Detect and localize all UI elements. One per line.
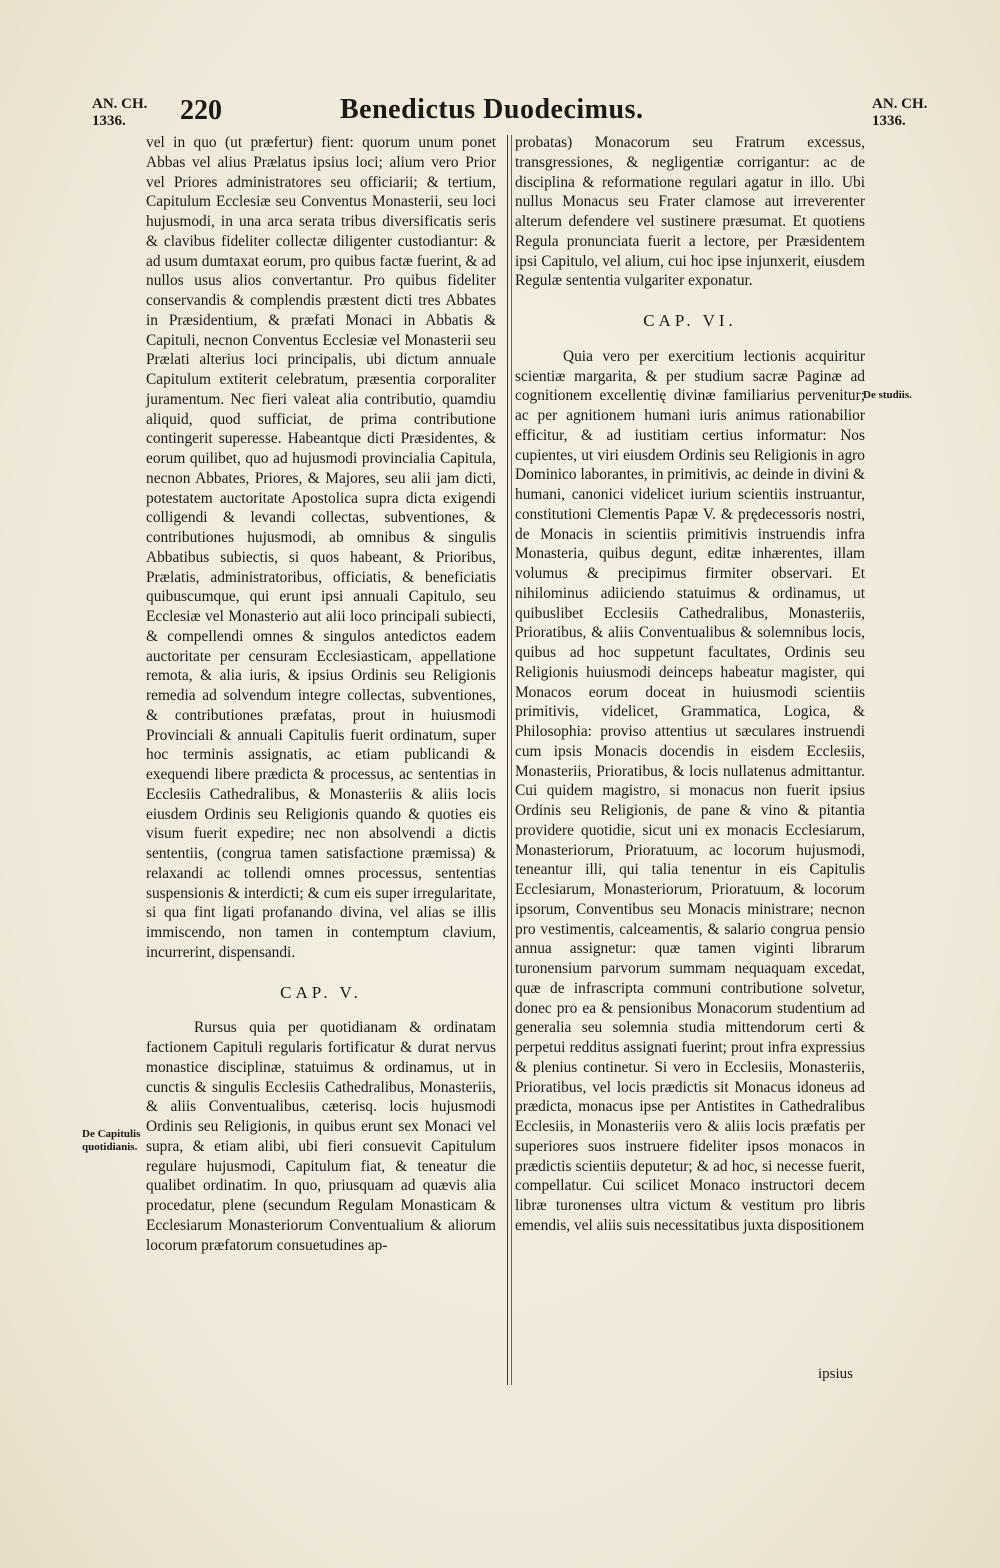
left-paragraph-2: Rursus quia per quotidianam & ordinatam factionem Capituli regularis fortificatur & durat nervus monastice disciplinæ, statuimus & ordinamus, ut in cunctis & singulis Ecclesiis Cathedralibus, Monasteriis, & aliis Conventualibus, cæterisq. locis hujusmodi Ordinis seu Religionis, in quibus erunt sex Monaci vel supra, & etiam alibi, ubi fieri consuevit Capitulum regulare hujusmodi, Capitulum fiat, & teneatur die qualibet ordinatim. In quo, priusquam ad quævis alia procedatur, plene (secundum Regulam Monasticam & Ecclesiarum Monasteriorum Conventualium & aliorum locorum præfatorum consuetudines ap- [146,1019,496,1254]
year-label-left-line2: 1336. [92,113,126,129]
year-label-left-line1: AN. CH. [92,96,148,112]
column-divider [507,135,508,1385]
year-label-left [92,96,147,130]
right-paragraph-2: Quia vero per exercitium lectionis acquiritur scientiæ margarita, & per studium sacræ Paginæ ad cognitionem excellentię divinæ familiarius pervenitur; ac per agnitionem humani iuris animus rationabilior efficitur, & ad iustitiam certius informatur: Nos cupientes, ut viri eiusdem Ordinis seu Religionis in agro Dominico laborantes, in primitivis, ac deinde in divini & humani, canonici videlicet iurium scientiis instruantur, constitutioni Clementis Papæ V. & prędecessoris nostri, de Monacis in scientiis primitivis instruendis infra Monasteria, quibus degunt, editæ inhærentes, illam volumus & precipimus firmiter observari. Et nihilominus adiiciendo statuimus & ordinamus, ut quibuslibet Ecclesiis Cathedralibus, Monasteriis, Prioratibus, & aliis Conventualibus & solemnibus locis, quibus ad hoc suppetunt facultates, Ordinis seu Religionis huiusmodi deinceps habeatur magister, qui Monacos eorum doceat in huiusmodi scientiis primitivis, videlicet, Grammatica, Logica, & Philosophia: proviso attentius ut sæculares instruendi cum ipsis Monacis docendis in eisdem Ecclesiis, Monasteriis, Prioratibus, & locis nullatenus admittantur. Cui quidem magistro, si monacus non fuerit ipsius Ordinis seu Religionis, de pane & vino & pitantia providere quotidie, sicut uni ex monacis Ecclesiarum, Monasteriorum, Prioratuum, ac locorum hujusmodi, teneantur illi, qui talia tenentur in eis Capitulis Ecclesiarum, Monasteriorum, Prioratuum, & locorum ipsorum, Conventibus seu Monacis ministrare; necnon pro vestimentis, calceamentis, & salario congrua pensio annua assignetur: quæ tamen viginti librarum turonensium parvorum summam nequaquam excedat, quæ de infrascripta communi contributione solvetur, donec pro ea & pensionibus Monacorum studentium ad generalia seu solemnia studia mittendorum certi & perpetui redditus assignati fuerint; prout infra expressius & plenius continetur. Si vero in Ecclesiis, Monasteriis, Prioratibus, vel locis prædictis sit Monacus idoneus ad prædicta, monacus ipse per Antistites in Cathedralibus Ecclesiis, in Monasteriis vero & aliis locis præfatis per superiores suos instruere fideliter ipsos monacos in prædictis scientiis deputetur; & ad hoc, si necesse fuerit, compellatur. Cui scilicet Monaco instructori decem libræ turonenses ultra victum & vestitum pro libris emendis, vel aliis suis necessitatibus juxta dispositionem [515,347,865,1234]
left-paragraph-1: vel in quo (ut præfertur) fient: quorum unum ponet Abbas vel alius Prælatus ipsius loci; alium vero Prior vel Priores administratores seu officiarii; & tertium, Capitulum Ecclesiæ seu Conventus Monasterii, seu loci hujusmodi, in una arca serata tribus diversificatis seris & clavibus fideliter collectæ diligenter custodiantur: & ad usum dumtaxat eorum, pro quibus factæ fuerint, & ad nullos usus alios convertantur. Pro quibus fideliter conservandis & complendis præstent dicti tres Abbates in Præsidentium, & præfati Monaci in Abbatis & Capituli, necnon Conventus Ecclesiæ vel Monasterii seu Prælati alterius loci principalis, ubi dictum annuale Capitulum extiterit celebratum, præsentia corporaliter juramentum. Nec fieri valeat alia contributio, quamdiu aliquid, quod sufficiat, de prima contributione contingerit superesse. Habeantque dicti Præsidentes, & eorum quilibet, quo ad hujusmodi provincialia Capitula, necnon Abbates, Priores, & Majores, seu alii jam dicti, potestatem auctoritate Apostolica supra dicta exigendi colligendi & levandi collectas, subventiones, & contributiones hujusmodi, ab omnibus & singulis Abbatibus subiectis, si quos habeant, & Prioribus, Prælatis, administratoribus, officiatis, & beneficiatis quibuscumque, qui erunt ipsi annuali Capitulo, seu Ecclesiæ vel Monasterio aut alii loco principali subiecti, & compellendi omnes & singulos antedictos eadem auctoritate per censuram Ecclesiasticam, appellatione remota, & alia iuris, & ipsius Ordinis seu Religionis remedia ad solvendum integre collectas, subventiones, & contributiones præfatas, prout in huiusmodi Provinciali & annuali Capitulis fuerit ordinatum, super hoc terminis assignatis, ac etiam publicandi & exequendi libere prædicta & processus, ac sententias in Ecclesiis Cathedralibus, & Monasteriis & aliis locis eiusdem Ordinis seu Religionis quando & quoties eis visum fuerit expedire; nec non absolvendi a dictis sententiis, (congrua tamen satisfactione præmissa) & relaxandi ac tollendi omnes processus, sententias suspensionis & interdicti; & cum eis super irregularitate, si qua fint ligati profanando divina, vel alias se illis immiscendo, non tamen in contemptum clavium, incurrerint, dispensandi. [146,134,496,961]
column-divider-inner [511,135,512,1385]
right-paragraph-1: probatas) Monacorum seu Fratrum excessus, transgressiones, & negligentiæ corrigantur: ac de disciplina & reformatione regulari agatur in illo. Ubi nullus Monacus seu Frater clamose aut irreverenter alterum defendere vel sustinere præsumat. Et quotiens Regula pronunciata fuerit a lectore, per Præsidentem ipsi Capitulo, vel alium, cui hoc ipse injunxerit, eiusdem Regulæ sententia vulgariter exponatur. [515,134,865,290]
year-label-right-line1: AN. CH. [872,96,928,112]
running-title: Benedictus Duodecimus. [340,94,644,125]
margin-note-left: De Capitulis quotidianis. [82,1128,141,1153]
right-column [515,133,865,1236]
chapter-heading-vi: CAP. VI. [643,311,737,330]
chapter-heading-v: CAP. V. [280,982,362,1002]
left-column [146,133,496,1255]
page-number: 220 [180,95,222,126]
year-label-right [872,96,927,130]
catchword: ipsius [818,1366,854,1382]
year-label-right-line2: 1336. [872,113,906,129]
margin-note-right: De studiis. [863,389,912,401]
